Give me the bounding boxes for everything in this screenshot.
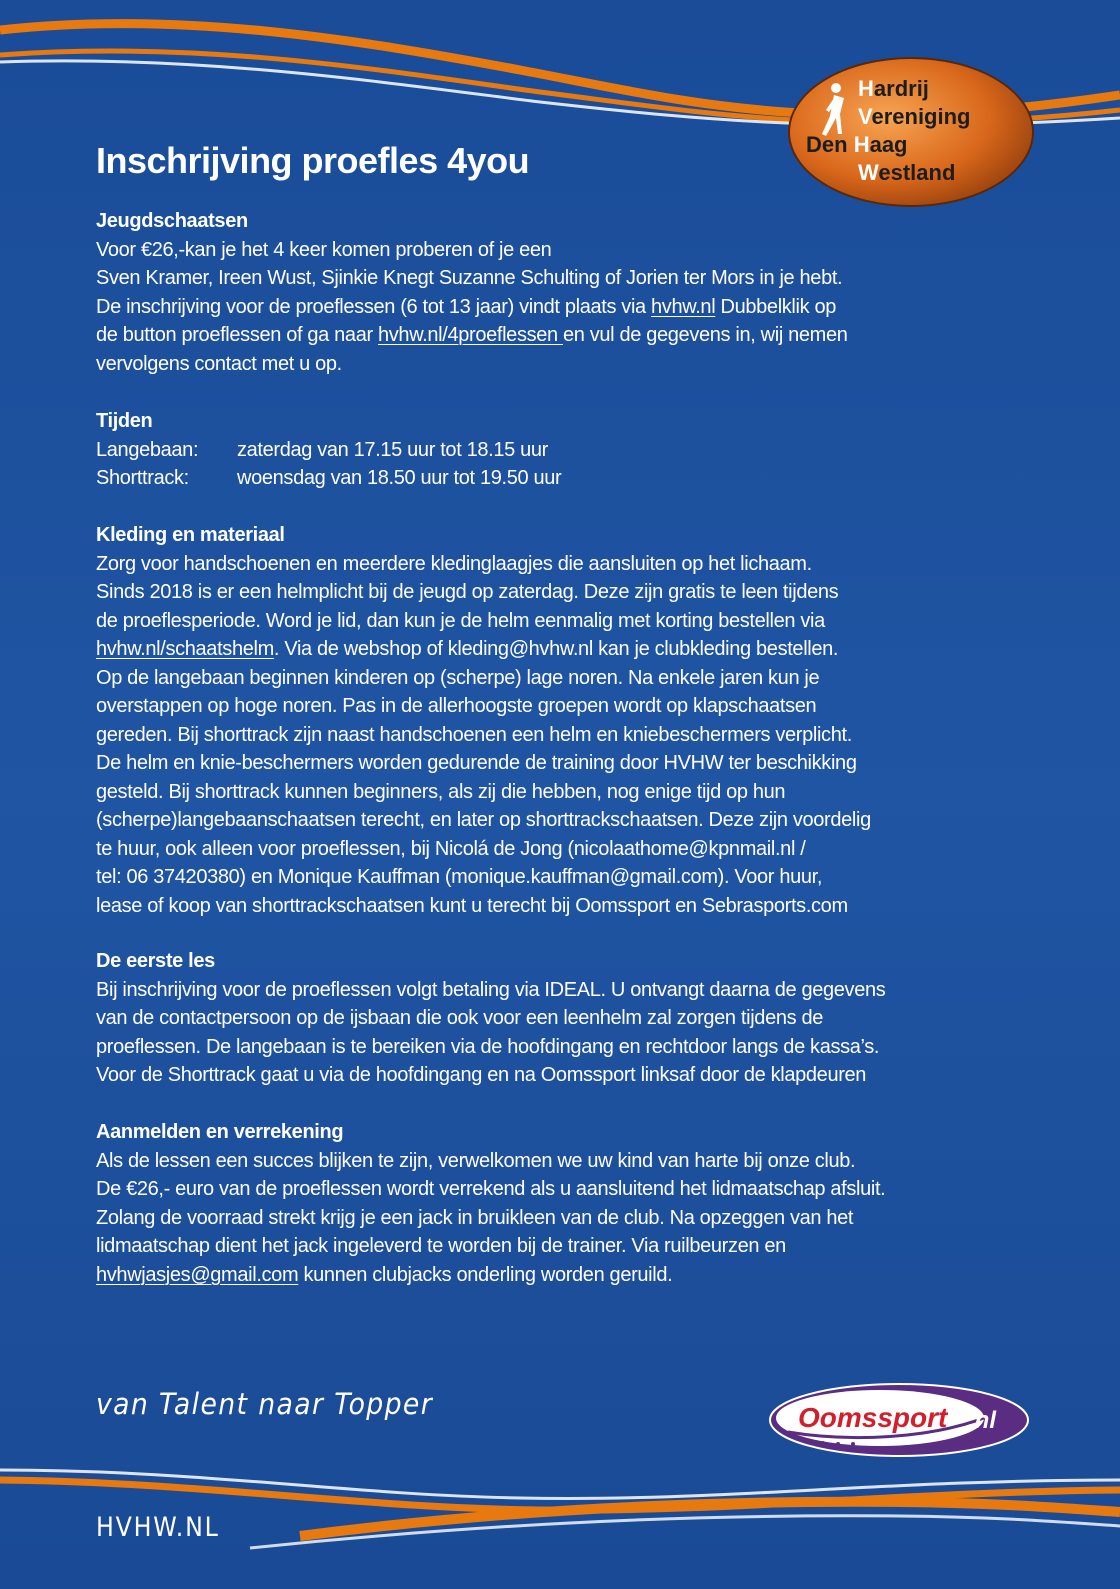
schedule-label: Shorttrack: xyxy=(96,467,189,489)
paragraph-line: de proeflesperiode. Word je lid, dan kun je de helm eenmalig met korting bestellen via xyxy=(96,609,825,632)
paragraph-line: hvhw.nl/schaatshelm. Via de webshop of kleding@hvhw.nl kan je clubkleding bestellen. xyxy=(96,638,839,660)
section-kleding xyxy=(96,521,1036,920)
section-eerste-les xyxy=(96,947,1036,1090)
section-heading: Aanmelden en verrekening xyxy=(96,1121,344,1143)
club-logo xyxy=(786,54,1044,210)
section-heading: Kleding en materiaal xyxy=(96,524,285,546)
page-title: Inschrijving proefles 4you xyxy=(96,140,530,181)
svg-text:Hardrij Vereniging Den: Hardrij Vereniging Den Haag Westland xyxy=(806,76,971,185)
schedule-label: Langebaan: xyxy=(96,438,199,461)
paragraph-line: Voor €26,-kan je het 4 keer komen proberen of je een xyxy=(96,238,552,261)
section-heading: Jeugdschaatsen xyxy=(96,210,248,232)
paragraph-line: Als de lessen een succes blijken te zijn, verwelkomen we uw kind van harte bij onze club. xyxy=(96,1149,856,1172)
paragraph-line: De €26,- euro van de proeflessen wordt verrekend als u aansluitend het lidmaatschap afsluit. xyxy=(96,1178,886,1200)
link-hvhw[interactable]: hvhw.nl xyxy=(651,295,716,318)
schedule-value: zaterdag van 17.15 uur tot 18.15 uur xyxy=(237,438,548,461)
paragraph-line: de button proeflessen of ga naar hvhw.nl/4proeflessen en vul de gegevens in, wij nemen xyxy=(96,324,848,346)
paragraph-line: gereden. Bij shorttrack zijn naast handschoenen een helm en kniebeschermers verplicht. xyxy=(96,723,852,746)
footer-website: HVHW.NL xyxy=(96,1512,220,1543)
section-aanmelden xyxy=(96,1118,1036,1289)
paragraph-line: gesteld. Bij shorttrack kunnen beginners, als zij die hebben, nog enige tijd op hun xyxy=(96,780,786,803)
paragraph-line: tel: 06 37420380) en Monique Kauffman (monique.kauffman@gmail.com). Voor huur, xyxy=(96,866,823,888)
paragraph-line: van de contactpersoon op de ijsbaan die ook voor een leenhelm zal zorgen tijdens de xyxy=(96,1007,824,1029)
paragraph-line: proeflessen. De langebaan is te bereiken via de hoofdingang en rechtdoor langs de kassa’s. xyxy=(96,1035,880,1058)
schedule-row xyxy=(96,436,1036,465)
link-schaatshelm[interactable]: hvhw.nl/schaatshelm xyxy=(96,638,274,660)
paragraph-line: Sven Kramer, Ireen Wust, Sjinkie Knegt Suzanne Schulting of Jorien ter Mors in je hebt. xyxy=(96,267,843,289)
paragraph-line: De helm en knie-beschermers worden gedurende de training door HVHW ter beschikking xyxy=(96,752,857,774)
sponsor-suffix: .nl xyxy=(968,1407,996,1434)
link-email-jasjes[interactable]: hvhwjasjes@gmail.com xyxy=(96,1263,299,1286)
paragraph-line: Bij inschrijving voor de proeflessen volgt betaling via IDEAL. U ontvangt daarna de gegevens xyxy=(96,978,886,1001)
paragraph-line: Zorg voor handschoenen en meerdere kledinglaagjes die aansluiten op het lichaam. xyxy=(96,552,812,575)
section-tijden xyxy=(96,407,1036,493)
paragraph-line: hvhwjasjes@gmail.com kunnen clubjacks onderling worden geruild. xyxy=(96,1263,673,1286)
paragraph-line: vervolgens contact met u op. xyxy=(96,352,342,375)
section-jeugdschaatsen xyxy=(96,207,1036,378)
sponsor-logo xyxy=(768,1382,1030,1458)
schedule-row xyxy=(96,464,1036,493)
paragraph-line: Zolang de voorraad strekt krijg je een jack in bruikleen van de club. Na opzeggen van het xyxy=(96,1206,854,1229)
link-4proeflessen[interactable]: hvhw.nl/4proeflessen xyxy=(378,324,563,346)
bottom-swoosh-decoration xyxy=(0,1440,1120,1570)
slogan: van Talent naar Topper xyxy=(96,1387,434,1421)
paragraph-line: Sinds 2018 is er een helmplicht bij de jeugd op zaterdag. Deze zijn gratis te leen tijdens xyxy=(96,581,839,603)
section-heading: Tijden xyxy=(96,410,153,432)
paragraph-line: lease of koop van shorttrackschaatsen kunt u terecht bij Oomssport en Sebrasports.com xyxy=(96,894,848,917)
paragraph-line: (scherpe)langebaanschaatsen terecht, en later op shorttrackschaatsen. Deze zijn voordelig xyxy=(96,809,871,831)
sponsor-name: Oomssport xyxy=(798,1402,948,1433)
paragraph-line: lidmaatschap dient het jack ingeleverd te worden bij de trainer. Via ruilbeurzen en xyxy=(96,1235,786,1257)
paragraph-line: overstappen op hoge noren. Pas in de allerhoogste groepen wordt op klapschaatsen xyxy=(96,695,817,717)
paragraph-line: De inschrijving voor de proeflessen (6 tot 13 jaar) vindt plaats via hvhw.nl Dubbelklik op xyxy=(96,295,837,318)
paragraph-line: te huur, ook alleen voor proeflessen, bij Nicolá de Jong (nicolaathome@kpnmail.nl / xyxy=(96,837,806,860)
schedule-value: woensdag van 18.50 uur tot 19.50 uur xyxy=(237,467,562,489)
section-heading: De eerste les xyxy=(96,950,215,972)
paragraph-line: Voor de Shorttrack gaat u via de hoofdingang en na Oomssport linksaf door de klapdeuren xyxy=(96,1064,867,1086)
paragraph-line: Op de langebaan beginnen kinderen op (scherpe) lage noren. Na enkele jaren kun je xyxy=(96,666,820,689)
